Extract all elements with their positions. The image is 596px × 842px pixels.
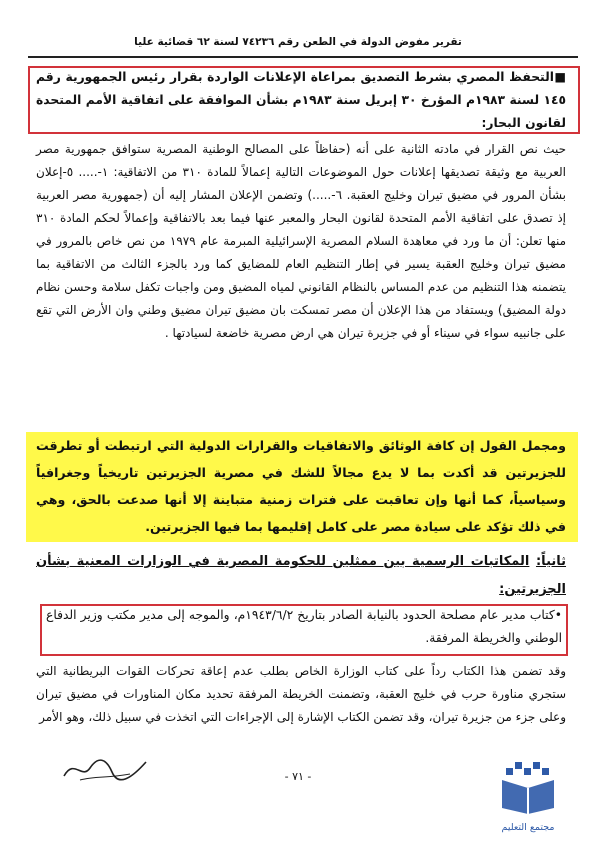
- page-header: تقرير مفوض الدولة في الطعن رقم ٧٤٢٣٦ لسنة ٦٢ قضائية عليا: [134, 36, 462, 48]
- letter-paragraph: وقد تضمن هذا الكتاب رداً على كتاب الوزارة الخاص بطلب عدم إعاقة تحركات القوات البريطانية التي ستجري مناورة حرب في خليج العقبة، وتضمنت الخريطة المرفقة تحديد مكان المناورات في مضيق تيران وعلى جزء من جزيرة تيران، وقد تضمن الكتاب الإشارة إلى الإجراءات التي اتخذت في سبيل ذلك، وهو الأمر: [36, 664, 566, 724]
- section-heading: [36, 548, 566, 604]
- decree-paragraph: حيث نص القرار في مادته الثانية على أنه (حفاظاً على المصالح الوطنية المصرية ستوافق جمهورية مصر العربية مع وثيقة تصديقها إعلانات حول الموضوعات التالية إعمالاً للمادة ٣١٠ من الاتفاقية: ١-..... ٥-إعلان بشأن المرور في مضيق تيران وخليج العقبة. ٦-.....) وتضمن الإعلان المشار إليه أن (جمهورية مصر العربية إذ تصدق على اتفاقية الأمم المتحدة لقانون البحار والمعبر عنها فيما بعد بالاتفاقية وإعمالاً لحكم المادة ٣١٠ منها تعلن: أن ما ورد في معاهدة السلام المصرية الإسرائيلية المبرمة عام ١٩٧٩ من نص خاص بالمرور في مضيق تيران وخليج العقبة يسير في إطار التنظيم العام للمضايق كما ورد بالجزء الثالث من الاتفاقية بما يتضمنه هذا التنظيم من عدم المساس بالنظام القانوني لمياه المضيق ومن واجبات تكفل سلامة وحسن نظام دولة المضيق) ويستفاد من هذا الإعلان أن مصر تمسكت بان مضيق تيران مضيق وطني وان الأرض التي تقع على جانبيه سواء في سيناء أو في جزيرة تيران هي ارض مصرية خاضعة لسيادتها .: [36, 142, 567, 340]
- logo-label: مجتمع التعليم: [501, 822, 555, 833]
- section-title: المكاتبات الرسمية بين ممثلين للحكومة المصرية في الوزارات المعنية بشأن الجزيرتين:: [36, 554, 566, 597]
- summary-paragraph: ومجمل القول إن كافة الوثائق والاتفاقيات والقرارات الدولية التي ارتبطت أو تطرقت للجزيرتين قد أكدت بما لا يدع مجالاً للشك في مصرية الجزيرتين تاريخياً وجغرافياً وسياسياً، كما أنها وإن تعاقبت على فترات زمنية متباينة إلا أنها صدعت بالحق، وهي في ذلك تؤكد على سيادة مصر على كامل إقليمها بما فيها الجزيرتين.: [36, 438, 566, 534]
- reservation-paragraph: ■التحفظ المصري بشرط التصديق بمراعاة الإعلانات الواردة بقرار رئيس الجمهورية رقم ١٤٥ لسنة ١٩٨٣م المؤرخ ٣٠ إبريل سنة ١٩٨٣م بشأن الموافقة على اتفاقية الأمم المتحدة لقانون البحار:: [36, 70, 566, 130]
- letter-item: •كتاب مدير عام مصلحة الحدود بالنيابة الصادر بتاريخ ١٩٤٣/٦/٢م، والموجه إلى مدير مكتب وزير الدفاع الوطني والخريطة المرفقة.: [46, 608, 562, 645]
- site-logo: [488, 760, 568, 833]
- section-number: ثانياً:: [535, 554, 567, 569]
- book-logo-icon: [498, 760, 558, 816]
- header-rule: [28, 56, 578, 58]
- page-number: - ٧١ -: [284, 770, 312, 783]
